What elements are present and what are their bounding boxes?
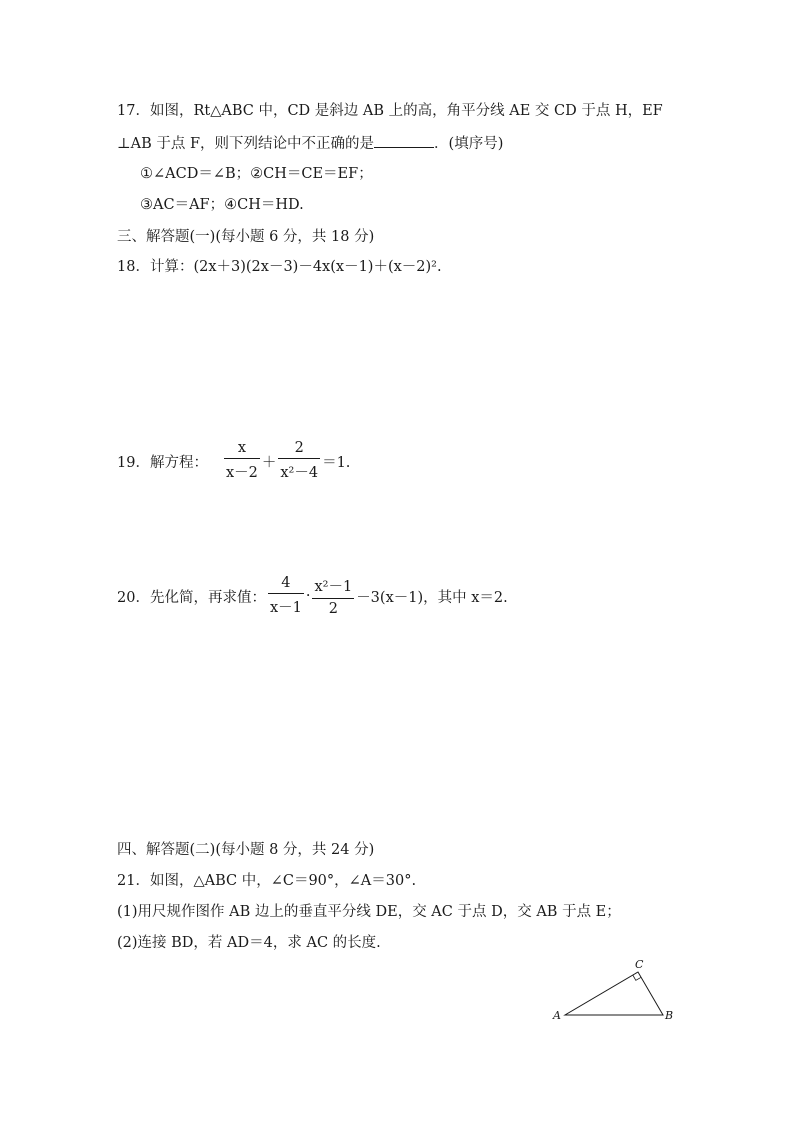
q17-line1: 17．如图，Rt△ABC 中，CD 是斜边 AB 上的高，角平分线 AE 交 CD 于点 H，EF	[117, 103, 663, 119]
triangle-figure	[545, 955, 685, 1030]
triangle-abc	[565, 972, 663, 1015]
q20-dot: ·	[305, 588, 311, 604]
q20-f1-den: x－1	[269, 600, 302, 616]
q20-fraction-1	[268, 575, 304, 617]
q20-f2-den: 2	[328, 601, 338, 617]
q19-f2-den: x²－4	[280, 465, 319, 481]
q19-f1-num: x	[224, 440, 260, 459]
q19-plus: ＋	[261, 454, 277, 471]
q19-label: 19．解方程：	[117, 454, 208, 471]
q18: 18．计算：(2x＋3)(2x－3)－4x(x－1)＋(x－2)².	[117, 259, 442, 275]
q21-part1: (1)用尺规作图作 AB 边上的垂直平分线 DE，交 AC 于点 D，交 AB 于点 E；	[117, 904, 621, 920]
q19-tail: ＝1.	[322, 454, 351, 471]
q17-line2-tail: ．(填序号)	[434, 136, 504, 152]
q19-f2-num: 2	[278, 440, 320, 459]
q20-label: 20．先化简，再求值：	[117, 589, 266, 606]
q19	[117, 440, 350, 482]
answer-blank	[374, 133, 434, 148]
label-c: C	[635, 958, 644, 971]
label-b: B	[665, 1009, 674, 1022]
q17-options-1: ①∠ACD＝∠B；②CH＝CE＝EF；	[140, 166, 373, 182]
label-a: A	[553, 1009, 561, 1022]
section-3-heading: 三、解答题(一)(每小题 6 分，共 18 分)	[117, 229, 375, 245]
q17-line2	[117, 133, 503, 154]
q20-tail: －3(x－1)，其中 x＝2.	[356, 589, 508, 606]
q20	[117, 575, 508, 617]
q21-part2: (2)连接 BD，若 AD＝4，求 AC 的长度.	[117, 935, 381, 951]
q19-fraction-2	[278, 440, 320, 482]
q17-line2-text: ⊥AB 于点 F，则下列结论中不正确的是	[117, 136, 375, 152]
q17-options-2: ③AC＝AF；④CH＝HD.	[140, 197, 304, 213]
q19-fraction-1	[224, 440, 260, 482]
q19-f1-den: x－2	[225, 465, 258, 481]
q20-f2-num: x²－1	[312, 575, 354, 599]
section-4-heading: 四、解答题(二)(每小题 8 分，共 24 分)	[117, 842, 375, 858]
q21-line1: 21．如图，△ABC 中，∠C＝90°，∠A＝30°.	[117, 873, 417, 889]
q20-f1-num: 4	[268, 575, 304, 594]
q20-fraction-2	[312, 575, 354, 617]
